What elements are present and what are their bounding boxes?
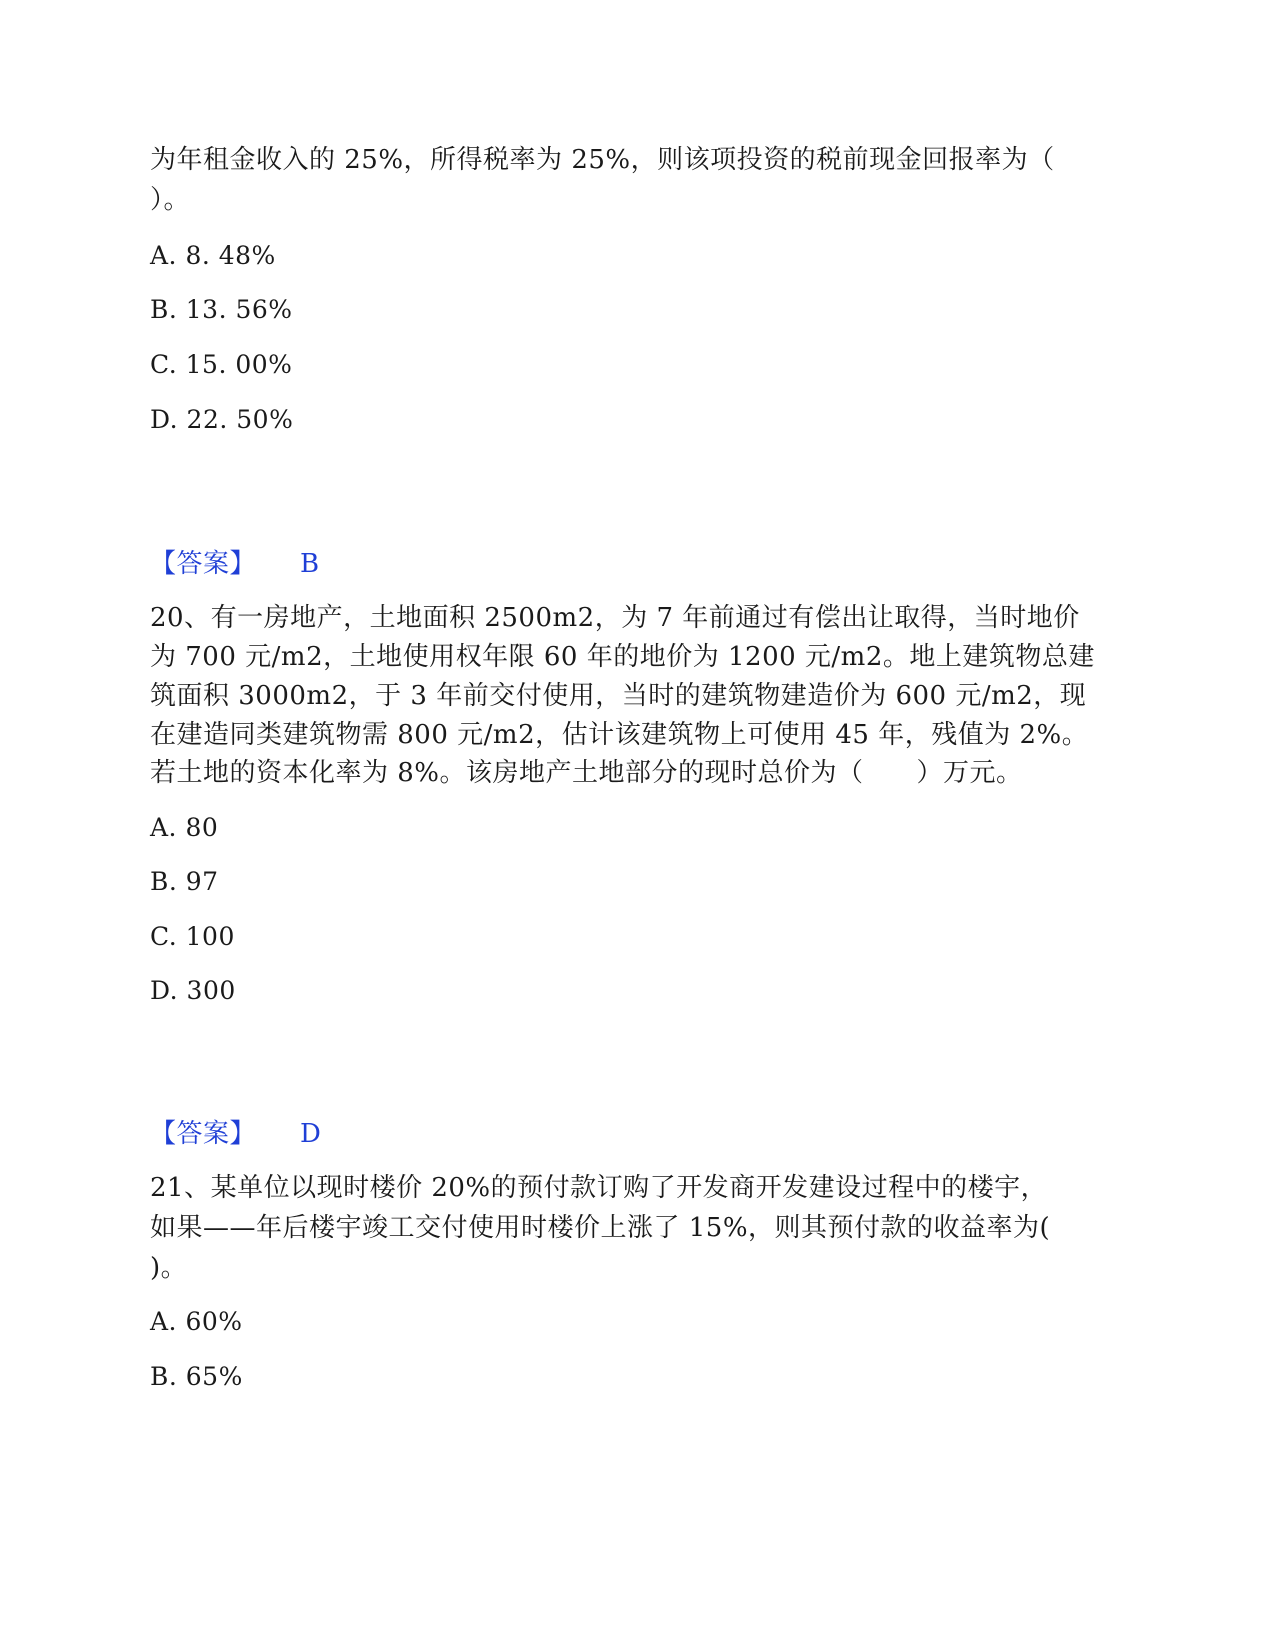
answer-value: B bbox=[300, 549, 320, 579]
q20-stem-line-2: 为 700 元/m2，土地使用权年限 60 年的地价为 1200 元/m2。地上建筑物总建 bbox=[150, 642, 1095, 672]
q20-option-d: D. 300 bbox=[150, 976, 236, 1005]
q20-stem-line-5: 若土地的资本化率为 8%。该房地产土地部分的现时总价为（ ）万元。 bbox=[150, 758, 1023, 788]
q20-option-a: A. 80 bbox=[150, 813, 219, 842]
q20-option-b: B. 97 bbox=[150, 867, 219, 896]
q20-stem-line-4: 在建造同类建筑物需 800 元/m2，估计该建筑物上可使用 45 年，残值为 2%。 bbox=[150, 720, 1089, 750]
q19-stem-line-2: ）。 bbox=[150, 185, 191, 215]
q21-stem-line-1: 21、某单位以现时楼价 20%的预付款订购了开发商开发建设过程中的楼宇， bbox=[150, 1173, 1048, 1203]
answer-20 bbox=[150, 1114, 321, 1154]
q21-stem-line-2: 如果——年后楼宇竣工交付使用时楼价上涨了 15%，则其预付款的收益率为( bbox=[150, 1213, 1051, 1243]
q20-stem-line-3: 筑面积 3000m2，于 3 年前交付使用，当时的建筑物建造价为 600 元/m2，现 bbox=[150, 681, 1087, 711]
q19-stem-line-1: 为年租金收入的 25%，所得税率为 25%，则该项投资的税前现金回报率为（ bbox=[150, 145, 1055, 175]
q20-stem-line-1: 20、有一房地产，土地面积 2500m2，为 7 年前通过有偿出让取得，当时地价 bbox=[150, 603, 1080, 633]
q20-option-c: C. 100 bbox=[150, 922, 235, 951]
q19-option-d: D. 22. 50% bbox=[150, 405, 294, 434]
answer-tag: 【答案】 bbox=[150, 1119, 257, 1149]
q19-option-c: C. 15. 00% bbox=[150, 350, 293, 379]
q19-option-b: B. 13. 56% bbox=[150, 295, 293, 324]
answer-19 bbox=[150, 544, 320, 584]
q19-option-a: A. 8. 48% bbox=[150, 241, 276, 270]
q21-stem-line-3: )。 bbox=[150, 1253, 188, 1283]
q21-option-a: A. 60% bbox=[150, 1307, 243, 1336]
answer-tag: 【答案】 bbox=[150, 549, 257, 579]
answer-value: D bbox=[300, 1119, 322, 1149]
q21-option-b: B. 65% bbox=[150, 1362, 243, 1391]
